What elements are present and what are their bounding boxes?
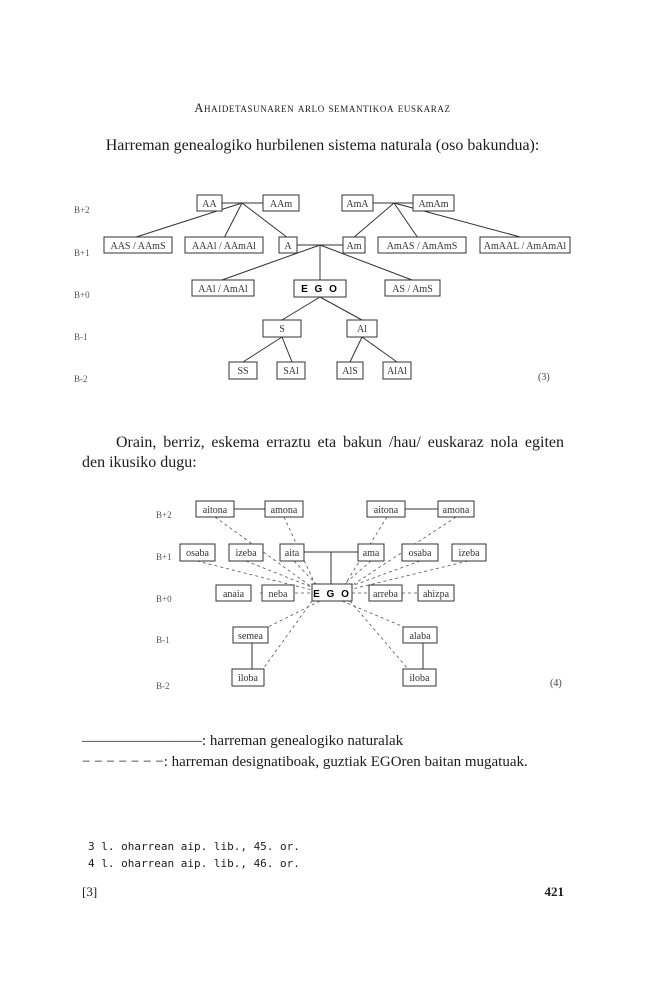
node-sal [277,362,305,379]
node-s [263,320,301,337]
figure-3-diagram [0,0,645,420]
figure-number: (3) [538,372,550,383]
footer-section-marker: [3] [82,884,98,899]
svg-text:A: A [284,241,292,252]
svg-text:AAAl / AAmAl: AAAl / AAmAl [192,241,256,252]
svg-text:osaba: osaba [408,548,432,559]
node-osaba-left [180,544,215,561]
level-label: B+0 [74,290,90,300]
node-semea [233,627,268,643]
svg-text:iloba: iloba [238,673,258,684]
svg-text:ahizpa: ahizpa [422,589,450,600]
node-ss [229,362,257,379]
node-arreba [369,585,402,601]
figure-4-diagram [0,480,645,710]
node-neba [262,585,294,601]
body-paragraph: Orain, berriz, eskema erraztu eta bakun /hau/ euskaraz nola egiten den ikusiko dugu: [82,434,564,471]
level-label: B+2 [156,510,172,520]
node-ahizpa [418,585,454,601]
svg-text:AmAAL / AmAmAl: AmAAL / AmAmAl [483,241,567,252]
svg-text:AlAl: AlAl [387,366,407,377]
svg-text:AmA: AmA [346,199,369,210]
level-label: B+1 [156,552,172,562]
svg-text:AAl / AmAl: AAl / AmAl [198,284,248,295]
node-aa [197,195,222,211]
svg-text:aitona: aitona [373,505,399,516]
svg-text:Am: Am [346,241,362,252]
node-aas [104,237,172,253]
footnotes [88,838,300,872]
node-amaal [480,237,570,253]
svg-text:izeba: izeba [235,548,257,559]
level-label: B-2 [156,681,170,691]
svg-text:amona: amona [442,505,470,516]
svg-text:AmAm: AmAm [418,199,449,210]
svg-text:SAl: SAl [283,366,299,377]
node-alaba [403,627,437,643]
svg-text:E G O: E G O [301,284,339,295]
svg-text:neba: neba [268,589,288,600]
svg-text:ama: ama [362,548,380,559]
level-label: B+2 [74,205,90,215]
node-aal [192,280,254,296]
node-aitona-left [196,501,234,517]
node-ego [294,280,346,297]
svg-text:alaba: alaba [409,631,431,642]
node-iloba-left [232,669,264,686]
svg-text:aitona: aitona [202,505,228,516]
node-as [385,280,440,296]
level-label: B+1 [74,248,90,258]
svg-text:S: S [279,324,285,335]
node-ama [342,195,373,211]
level-label: B-1 [74,332,88,342]
node-ego [312,584,352,601]
svg-text:arreba: arreba [373,589,398,600]
node-amas [378,237,466,253]
svg-text:AAS / AAmS: AAS / AAmS [110,241,166,252]
node-aita [280,544,304,561]
legend-solid: ————————: harreman genealogiko naturalak [82,733,404,749]
running-title: Ahaidetasunaren arlo semantikoa euskaraz [194,101,451,115]
node-osaba-right [402,544,438,561]
svg-text:iloba: iloba [409,673,430,684]
level-label: B-2 [74,374,88,384]
svg-text:izeba: izeba [458,548,480,559]
level-label: B-1 [156,635,170,645]
legend-dashed: − − − − − − −: harreman designatiboak, guztiak EGOren baitan mugatuak. [82,754,528,770]
svg-text:AS / AmS: AS / AmS [392,284,433,295]
svg-text:aita: aita [284,548,300,559]
page-number: 421 [544,884,564,899]
node-aam [263,195,299,211]
section-subtitle: Harreman genealogiko hurbilenen sistema naturala (oso bakundua): [105,137,540,154]
svg-text:AA: AA [202,199,217,210]
footnote: 3 l. oharrean aip. lib., 45. or. [88,840,300,853]
node-anaia [216,585,251,601]
node-aaal [185,237,263,253]
node-izeba-left [229,544,263,561]
svg-text:AAm: AAm [269,199,293,210]
node-a [279,237,297,253]
svg-text:osaba: osaba [186,548,209,559]
svg-text:semea: semea [238,631,263,642]
node-amam [413,195,454,211]
svg-text:E G O: E G O [313,589,351,600]
node-amona-right [438,501,474,517]
node-iloba-right [403,669,436,686]
node-amona-left [265,501,303,517]
svg-text:AlS: AlS [342,366,358,377]
svg-text:anaia: anaia [222,589,245,600]
node-izeba-right [452,544,486,561]
node-aitona-right [367,501,405,517]
node-als [337,362,363,379]
footnote: 4 l. oharrean aip. lib., 46. or. [88,857,300,870]
svg-text:AmAS / AmAmS: AmAS / AmAmS [386,241,458,252]
level-label: B+0 [156,594,172,604]
figure-number: (4) [550,678,562,689]
node-ama [358,544,384,561]
svg-text:SS: SS [237,366,249,377]
node-al [347,320,377,337]
node-alal [383,362,411,379]
svg-text:Al: Al [357,324,367,335]
node-am [343,237,365,253]
svg-text:amona: amona [270,505,298,516]
